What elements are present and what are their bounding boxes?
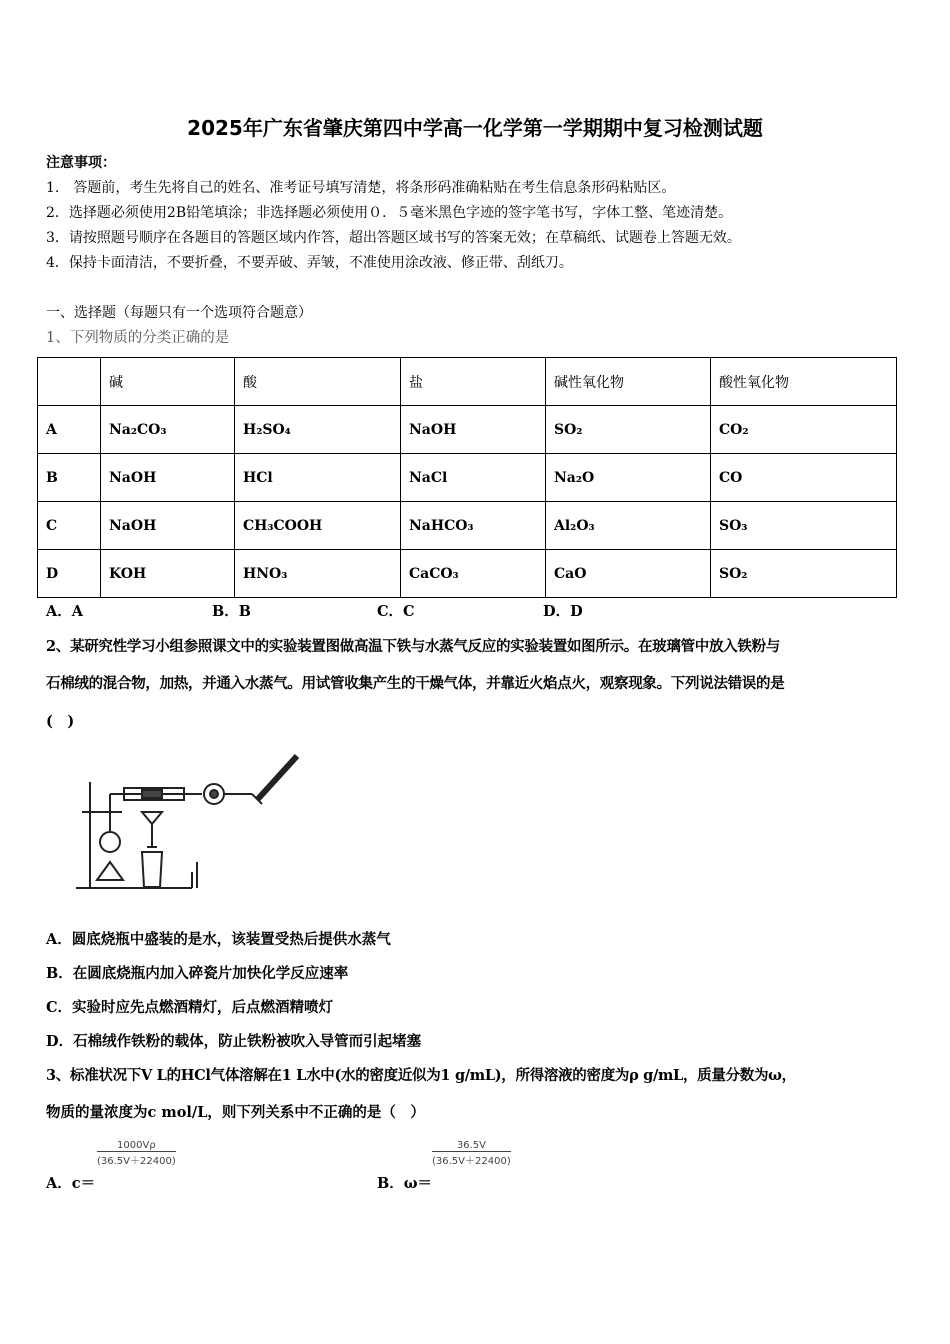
table-cell: HNO₃ bbox=[235, 550, 401, 598]
table-row bbox=[38, 454, 897, 502]
option-c[interactable]: C．C bbox=[377, 603, 415, 620]
table-cell: CO bbox=[711, 454, 897, 502]
option-a[interactable]: A．A bbox=[46, 603, 84, 620]
table-cell: Na₂CO₃ bbox=[101, 406, 235, 454]
table-cell: D bbox=[38, 550, 101, 598]
table-cell: Al₂O₃ bbox=[546, 502, 711, 550]
table-header: 酸 bbox=[235, 358, 401, 406]
q3-option-a[interactable]: A．c＝ bbox=[46, 1175, 96, 1192]
table-cell: CaCO₃ bbox=[401, 550, 546, 598]
table-header: 碱 bbox=[101, 358, 235, 406]
question-2-stem: 2、某研究性学习小组参照课文中的实验装置图做高温下铁与水蒸气反应的实验装置如图所示。在玻璃管中放入铁粉与 bbox=[46, 638, 780, 655]
table-cell: HCl bbox=[235, 454, 401, 502]
table-cell: NaHCO₃ bbox=[401, 502, 546, 550]
question-3-stem: 3、标准状况下V L的HCl气体溶解在1 L水中(水的密度近似为1 g/mL)，所得溶液的密度为ρ g/mL，质量分数为ω， bbox=[46, 1067, 796, 1084]
question-2-stem: 石棉绒的混合物，加热，并通入水蒸气。用试管收集产生的干燥气体，并靠近火焰点火，观察现象。下列说法错误的是 bbox=[46, 675, 785, 692]
table-cell: Na₂O bbox=[546, 454, 711, 502]
note-item: 3．请按照题号顺序在各题目的答题区域内作答，超出答题区域书写的答案无效；在草稿纸、试题卷上答题无效。 bbox=[46, 230, 741, 246]
table-row bbox=[38, 550, 897, 598]
q2-option-a[interactable]: A．圆底烧瓶中盛装的是水，该装置受热后提供水蒸气 bbox=[46, 931, 391, 948]
table-cell: NaCl bbox=[401, 454, 546, 502]
denominator: (36.5V＋22400) bbox=[432, 1156, 511, 1167]
q2-option-b[interactable]: B．在圆底烧瓶内加入碎瓷片加快化学反应速率 bbox=[46, 965, 349, 982]
table-cell: NaOH bbox=[101, 502, 235, 550]
note-item: 2．选择题必须使用2B铅笔填涂；非选择题必须使用０．５毫米黑色字迹的签字笔书写，字体工整、笔迹清楚。 bbox=[46, 205, 733, 221]
classification-table bbox=[37, 357, 897, 598]
note-item: 1. 答题前，考生先将自己的姓名、准考证号填写清楚，将条形码准确粘贴在考生信息条形码粘贴区。 bbox=[46, 180, 676, 196]
table-cell: NaOH bbox=[401, 406, 546, 454]
q2-option-c[interactable]: C．实验时应先点燃酒精灯，后点燃酒精喷灯 bbox=[46, 999, 334, 1016]
option-d[interactable]: D．D bbox=[543, 603, 583, 620]
table-cell: NaOH bbox=[101, 454, 235, 502]
table-cell: A bbox=[38, 406, 101, 454]
table-cell: CaO bbox=[546, 550, 711, 598]
page-title: 2025年广东省肇庆第四中学高一化学第一学期期中复习检测试题 bbox=[187, 116, 763, 140]
question-2-stem: ( ) bbox=[46, 713, 75, 730]
section-heading: 一、选择题（每题只有一个选项符合题意） bbox=[46, 305, 312, 321]
table-cell: SO₂ bbox=[546, 406, 711, 454]
table-header: 碱性氧化物 bbox=[546, 358, 711, 406]
table-cell: CO₂ bbox=[711, 406, 897, 454]
table-cell: SO₂ bbox=[711, 550, 897, 598]
denominator: (36.5V＋22400) bbox=[97, 1156, 176, 1167]
notes-heading: 注意事项： bbox=[46, 155, 116, 171]
table-cell: C bbox=[38, 502, 101, 550]
question-1-stem: 1、下列物质的分类正确的是 bbox=[46, 330, 230, 346]
q2-option-d[interactable]: D．石棉绒作铁粉的载体，防止铁粉被吹入导管而引起堵塞 bbox=[46, 1033, 422, 1050]
fraction-b bbox=[432, 1140, 511, 1167]
table-header: 酸性氧化物 bbox=[711, 358, 897, 406]
numerator: 36.5V bbox=[432, 1140, 511, 1152]
table-row bbox=[38, 406, 897, 454]
q3-option-b[interactable]: B．ω＝ bbox=[377, 1175, 433, 1192]
apparatus-diagram bbox=[72, 752, 302, 892]
table-cell: H₂SO₄ bbox=[235, 406, 401, 454]
table-cell: KOH bbox=[101, 550, 235, 598]
table-cell: B bbox=[38, 454, 101, 502]
table-cell: CH₃COOH bbox=[235, 502, 401, 550]
option-b[interactable]: B．B bbox=[212, 603, 252, 620]
table-cell: SO₃ bbox=[711, 502, 897, 550]
fraction-a bbox=[97, 1140, 176, 1167]
table-header bbox=[38, 358, 101, 406]
note-item: 4．保持卡面清洁，不要折叠，不要弄破、弄皱，不准使用涂改液、修正带、刮纸刀。 bbox=[46, 255, 573, 271]
question-3-stem: 物质的量浓度为c mol/L，则下列关系中不正确的是（ ） bbox=[46, 1104, 425, 1121]
numerator: 1000Vρ bbox=[97, 1140, 176, 1152]
table-row bbox=[38, 502, 897, 550]
table-header: 盐 bbox=[401, 358, 546, 406]
